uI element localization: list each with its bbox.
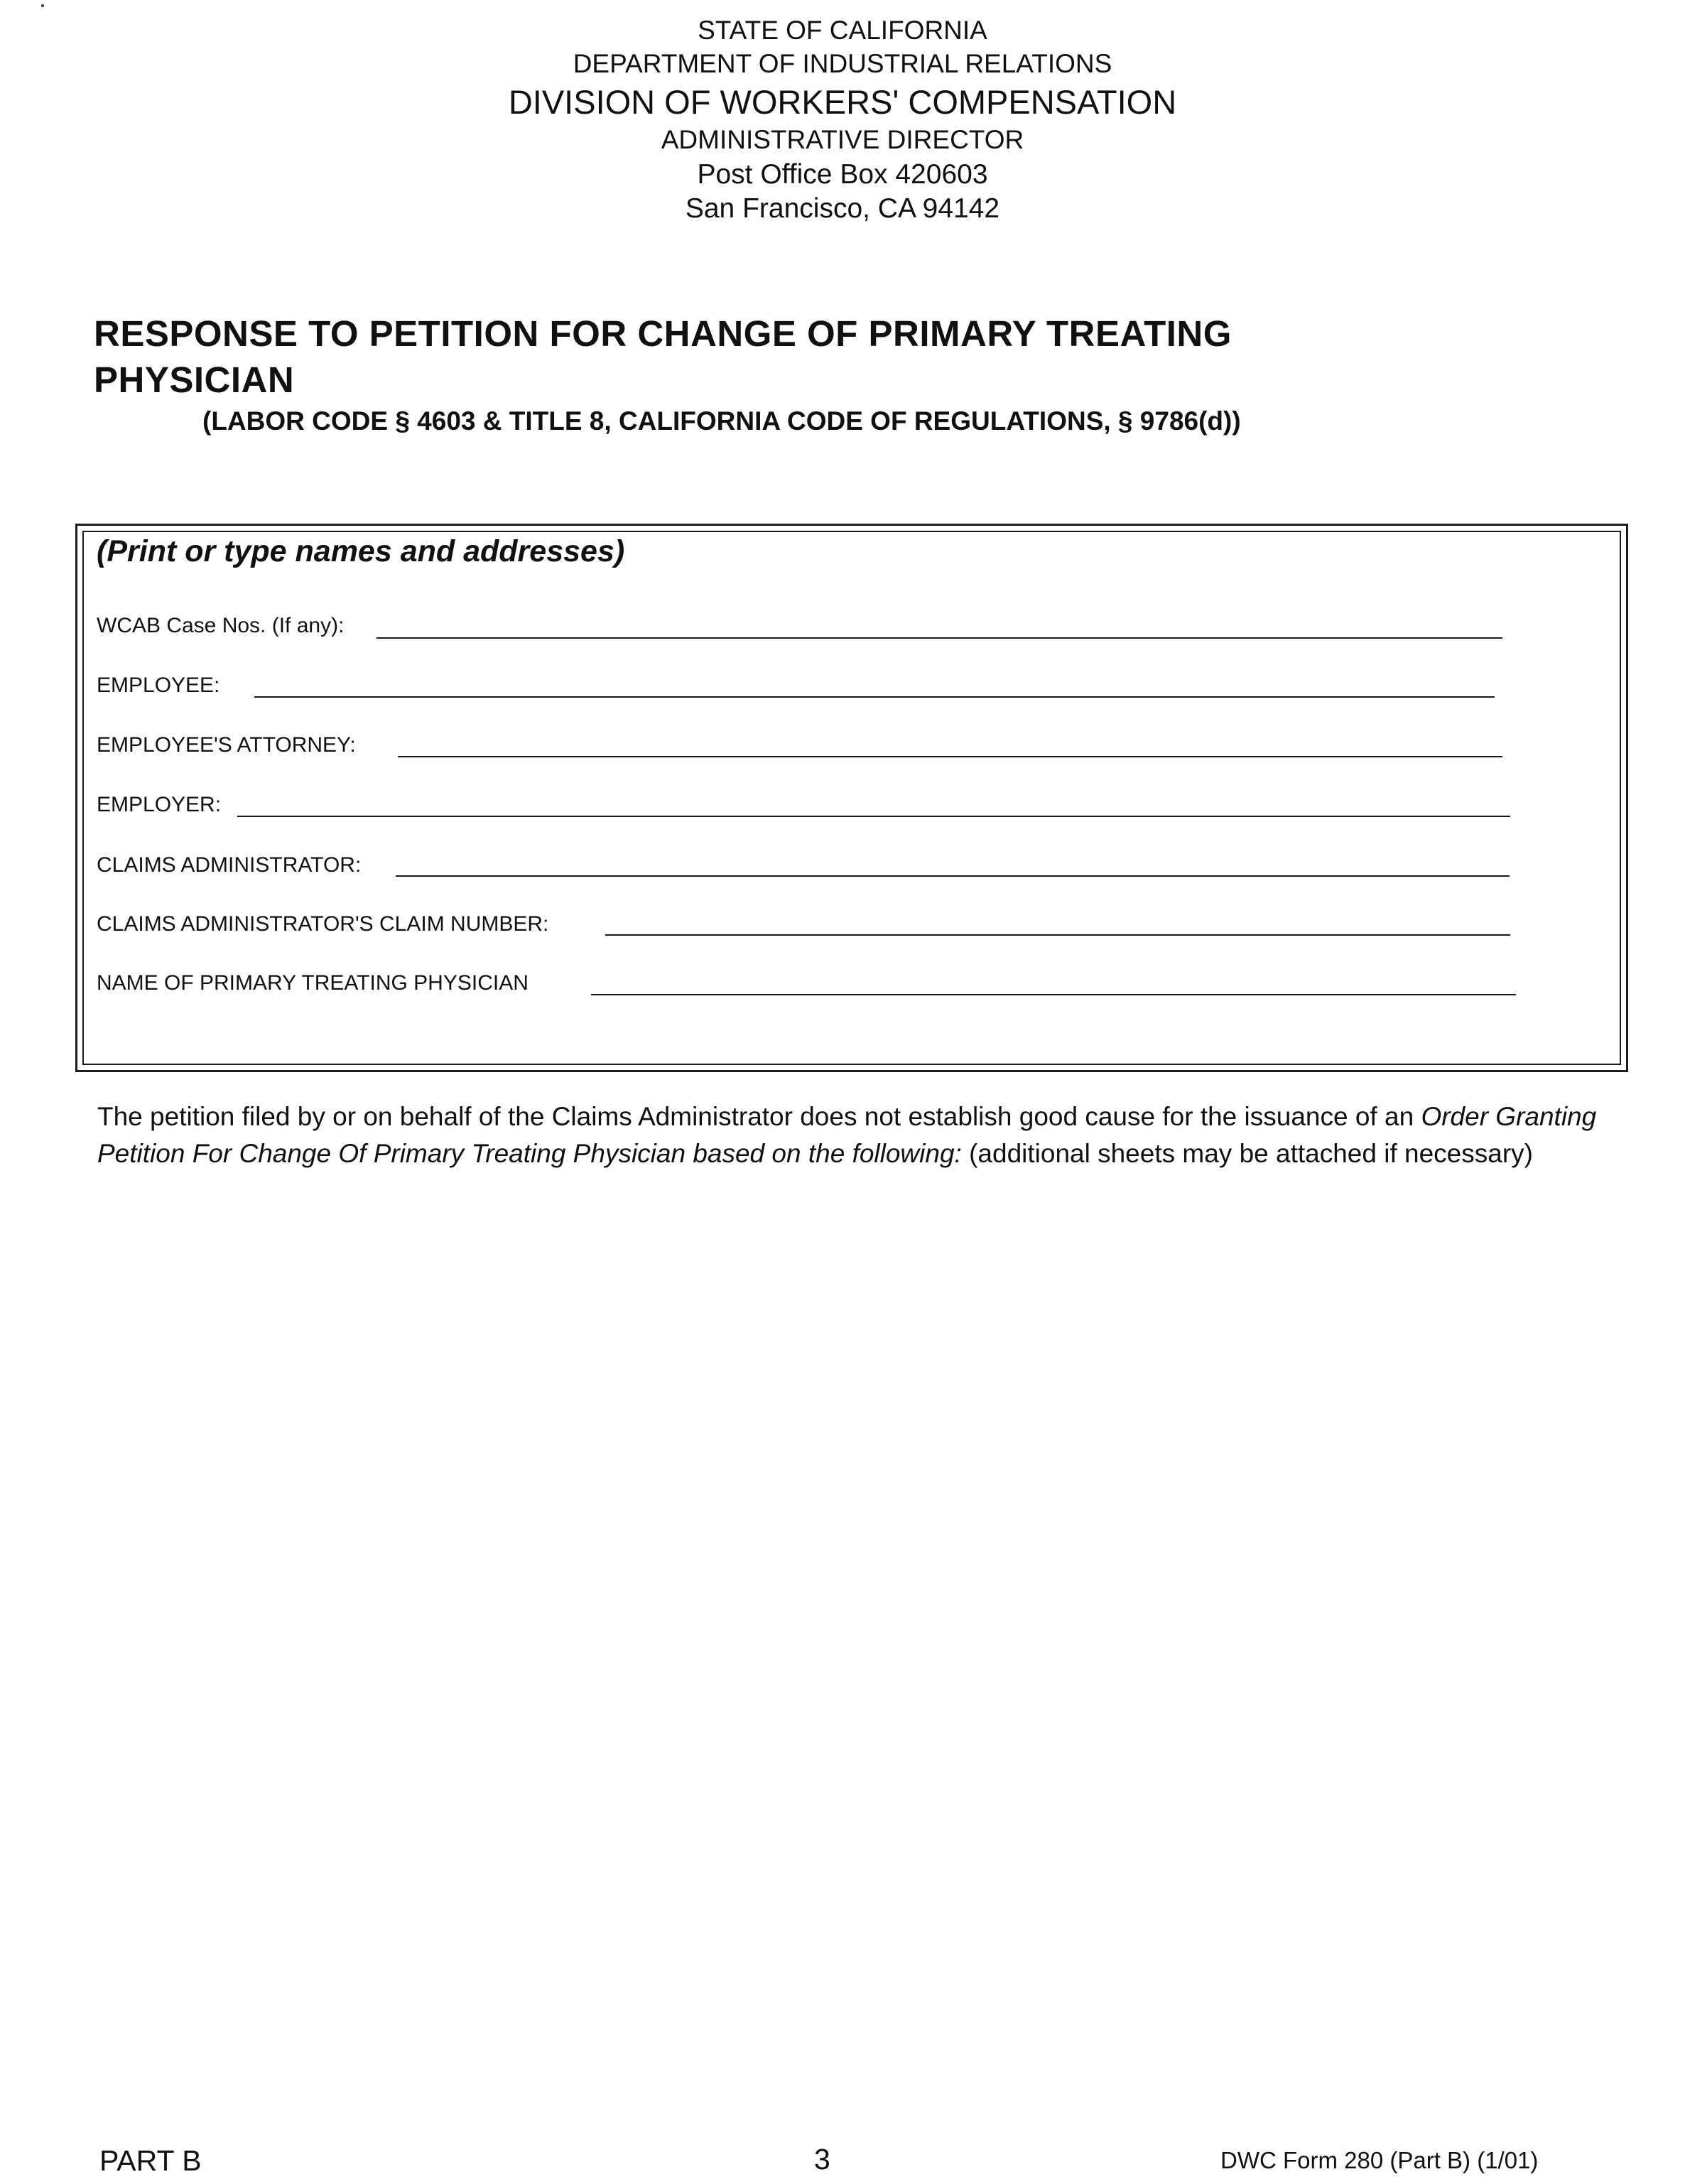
- field-employer[interactable]: [237, 816, 1510, 817]
- form-title-line2: PHYSICIAN: [94, 360, 295, 400]
- header-city: San Francisco, CA 94142: [685, 193, 1000, 224]
- field-label-claims-administrator: CLAIMS ADMINISTRATOR:: [97, 853, 362, 877]
- header-state: STATE OF CALIFORNIA: [698, 16, 987, 45]
- field-claims-administrator[interactable]: [396, 875, 1510, 877]
- agency-header: [0, 0, 1685, 234]
- response-text-after: (additional sheets may be attached if necessary): [961, 1139, 1533, 1168]
- response-writing-area[interactable]: [97, 1222, 1610, 2103]
- field-primary-treating-physician[interactable]: [591, 994, 1516, 995]
- footer-part-label: PART B: [99, 2144, 202, 2177]
- field-wcab-case-nos[interactable]: [376, 637, 1502, 639]
- field-label-wcab-case-nos: WCAB Case Nos. (If any):: [97, 614, 345, 637]
- header-director: ADMINISTRATIVE DIRECTOR: [661, 125, 1024, 154]
- field-label-claim-number: CLAIMS ADMINISTRATOR'S CLAIM NUMBER:: [97, 912, 549, 936]
- form-citation: (LABOR CODE § 4603 & TITLE 8, CALIFORNIA CODE OF REGULATIONS, § 9786(d)): [202, 406, 1241, 436]
- response-text-italic: Order Granting Petition For Change Of Primary Treating Physician based on the following:: [97, 1102, 1597, 1168]
- header-division: DIVISION OF WORKERS' COMPENSATION: [508, 83, 1177, 121]
- response-paragraph: [97, 1098, 1610, 1172]
- response-text-before: The petition filed by or on behalf of the Claims Administrator does not establish good cause for the issuance of an: [97, 1102, 1421, 1131]
- footer-page-number: 3: [814, 2143, 830, 2175]
- field-claim-number[interactable]: [605, 934, 1510, 936]
- field-label-primary-treating-physician: NAME OF PRIMARY TREATING PHYSICIAN: [97, 971, 529, 995]
- field-label-employer: EMPLOYER:: [97, 793, 222, 816]
- field-label-employee-attorney: EMPLOYEE'S ATTORNEY:: [97, 733, 356, 757]
- header-po-box: Post Office Box 420603: [697, 159, 988, 190]
- field-employee[interactable]: [254, 696, 1495, 698]
- form-title-line1: RESPONSE TO PETITION FOR CHANGE OF PRIMARY TREATING: [94, 313, 1232, 354]
- form-box-heading: (Print or type names and addresses): [97, 534, 625, 568]
- field-label-employee: EMPLOYEE:: [97, 674, 220, 697]
- field-employee-attorney[interactable]: [398, 756, 1502, 757]
- footer-form-id: DWC Form 280 (Part B) (1/01): [1220, 2147, 1539, 2173]
- header-department: DEPARTMENT OF INDUSTRIAL RELATIONS: [573, 49, 1112, 78]
